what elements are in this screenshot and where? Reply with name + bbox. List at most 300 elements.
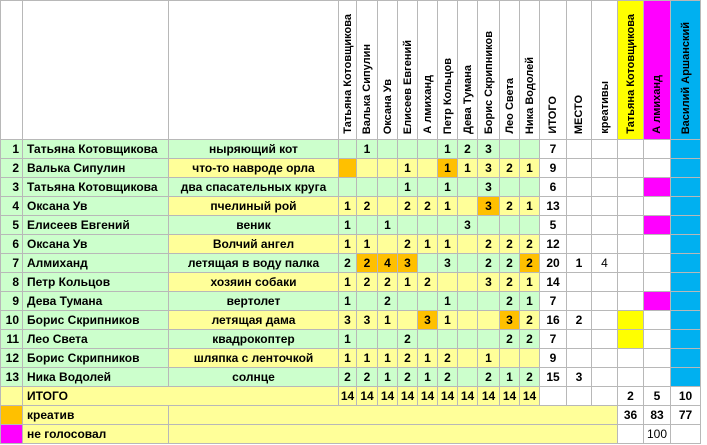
kreativy-cell[interactable] <box>592 216 618 235</box>
extra-cell[interactable] <box>671 349 701 368</box>
total-cell[interactable]: 7 <box>540 140 567 159</box>
vote-cell[interactable] <box>357 159 378 178</box>
extra-cell[interactable] <box>618 254 644 273</box>
vote-cell[interactable] <box>418 140 438 159</box>
total-cell[interactable]: 12 <box>540 235 567 254</box>
totals-cell[interactable]: 14 <box>378 387 398 406</box>
legend-extra-cell[interactable]: 83 <box>644 406 671 425</box>
header-author-cell[interactable] <box>23 1 169 140</box>
work-cell[interactable]: квадрокоптер <box>169 330 339 349</box>
vote-cell[interactable]: 2 <box>500 235 520 254</box>
extra-cell[interactable] <box>618 178 644 197</box>
juror-header-5[interactable] <box>438 1 458 140</box>
vote-cell[interactable] <box>357 216 378 235</box>
extra-cell[interactable] <box>671 197 701 216</box>
vote-cell[interactable] <box>418 216 438 235</box>
vote-cell[interactable] <box>520 140 540 159</box>
author-cell[interactable]: Татьяна Котовщикова <box>23 140 169 159</box>
extra-cell[interactable] <box>618 368 644 387</box>
place-cell[interactable] <box>567 140 592 159</box>
vote-cell[interactable]: 2 <box>500 330 520 349</box>
vote-cell[interactable]: 3 <box>357 311 378 330</box>
work-cell[interactable]: летящая в воду палка <box>169 254 339 273</box>
place-cell[interactable]: 1 <box>567 254 592 273</box>
vote-cell[interactable]: 2 <box>500 159 520 178</box>
header-extra-2[interactable] <box>671 1 701 140</box>
vote-cell[interactable] <box>418 178 438 197</box>
extra-cell[interactable] <box>671 330 701 349</box>
vote-cell[interactable]: 2 <box>398 368 418 387</box>
extra-cell[interactable] <box>644 368 671 387</box>
extra-cell[interactable] <box>618 330 644 349</box>
kreativy-cell[interactable] <box>592 140 618 159</box>
row-number[interactable]: 4 <box>1 197 23 216</box>
vote-cell[interactable]: 1 <box>418 368 438 387</box>
vote-cell[interactable] <box>378 197 398 216</box>
vote-cell[interactable]: 3 <box>478 178 500 197</box>
vote-cell[interactable]: 2 <box>500 273 520 292</box>
legend-extra-cell[interactable] <box>671 425 701 444</box>
vote-cell[interactable]: 3 <box>478 159 500 178</box>
vote-cell[interactable]: 1 <box>520 273 540 292</box>
totals-cell[interactable]: 14 <box>398 387 418 406</box>
vote-cell[interactable]: 2 <box>357 197 378 216</box>
author-cell[interactable]: Алмиханд <box>23 254 169 273</box>
totals-cell[interactable]: 14 <box>339 387 357 406</box>
vote-cell[interactable]: 1 <box>438 178 458 197</box>
vote-cell[interactable]: 1 <box>520 292 540 311</box>
kreativy-cell[interactable] <box>592 159 618 178</box>
row-number[interactable]: 1 <box>1 140 23 159</box>
header-kreativy[interactable] <box>592 1 618 140</box>
total-cell[interactable]: 7 <box>540 292 567 311</box>
extra-cell[interactable] <box>644 330 671 349</box>
vote-cell[interactable]: 1 <box>398 273 418 292</box>
vote-cell[interactable] <box>458 349 478 368</box>
extra-cell[interactable] <box>618 292 644 311</box>
kreativy-cell[interactable] <box>592 368 618 387</box>
author-cell[interactable]: Борис Скрипников <box>23 311 169 330</box>
author-cell[interactable]: Елисеев Евгений <box>23 216 169 235</box>
totals-extra-cell[interactable]: 10 <box>671 387 701 406</box>
vote-cell[interactable] <box>478 330 500 349</box>
vote-cell[interactable] <box>438 216 458 235</box>
legend-extra-cell[interactable]: 100 <box>644 425 671 444</box>
place-cell[interactable] <box>567 178 592 197</box>
author-cell[interactable]: Оксана Ув <box>23 235 169 254</box>
vote-cell[interactable]: 2 <box>520 368 540 387</box>
vote-cell[interactable]: 3 <box>339 311 357 330</box>
vote-cell[interactable] <box>520 349 540 368</box>
place-cell[interactable]: 2 <box>567 311 592 330</box>
extra-cell[interactable] <box>644 197 671 216</box>
totals-label[interactable]: ИТОГО <box>23 387 339 406</box>
extra-cell[interactable] <box>618 273 644 292</box>
extra-cell[interactable] <box>644 349 671 368</box>
row-number[interactable]: 9 <box>1 292 23 311</box>
place-cell[interactable]: 3 <box>567 368 592 387</box>
vote-cell[interactable]: 3 <box>478 140 500 159</box>
totals-empty[interactable] <box>540 387 567 406</box>
header-work-cell[interactable] <box>169 1 339 140</box>
juror-header-9[interactable] <box>520 1 540 140</box>
place-cell[interactable] <box>567 235 592 254</box>
table-row <box>1 140 701 159</box>
extra-cell[interactable] <box>644 273 671 292</box>
vote-cell[interactable]: 1 <box>458 159 478 178</box>
extra-cell[interactable] <box>671 216 701 235</box>
vote-cell[interactable] <box>478 216 500 235</box>
totals-cell[interactable]: 14 <box>500 387 520 406</box>
author-cell[interactable]: Лео Света <box>23 330 169 349</box>
vote-cell[interactable]: 2 <box>478 368 500 387</box>
header-extra-1[interactable] <box>644 1 671 140</box>
juror-header-6[interactable] <box>458 1 478 140</box>
work-cell[interactable]: пчелиный рой <box>169 197 339 216</box>
legend-spacer[interactable] <box>169 406 618 425</box>
legend-spacer[interactable] <box>169 425 618 444</box>
work-cell[interactable]: хозяин собаки <box>169 273 339 292</box>
row-number[interactable]: 2 <box>1 159 23 178</box>
legend-extra-cell[interactable]: 77 <box>671 406 701 425</box>
vote-cell[interactable]: 1 <box>339 330 357 349</box>
place-cell[interactable] <box>567 273 592 292</box>
extra-cell[interactable] <box>618 197 644 216</box>
vote-cell[interactable] <box>458 292 478 311</box>
vote-cell[interactable]: 3 <box>458 216 478 235</box>
vote-cell[interactable]: 1 <box>438 235 458 254</box>
kreativy-cell[interactable] <box>592 273 618 292</box>
juror-header-7[interactable] <box>478 1 500 140</box>
vote-cell[interactable]: 1 <box>398 178 418 197</box>
totals-cell[interactable]: 14 <box>357 387 378 406</box>
table-row <box>1 235 701 254</box>
vote-cell[interactable] <box>378 235 398 254</box>
extra-cell[interactable] <box>671 311 701 330</box>
place-cell[interactable] <box>567 159 592 178</box>
vote-cell[interactable]: 3 <box>500 311 520 330</box>
vote-cell[interactable]: 1 <box>339 197 357 216</box>
total-cell[interactable]: 16 <box>540 311 567 330</box>
extra-cell[interactable] <box>644 178 671 197</box>
row-number[interactable]: 6 <box>1 235 23 254</box>
vote-cell[interactable] <box>418 254 438 273</box>
vote-cell[interactable]: 2 <box>478 235 500 254</box>
vote-cell[interactable]: 2 <box>378 292 398 311</box>
header-itogo[interactable] <box>540 1 567 140</box>
place-cell[interactable] <box>567 216 592 235</box>
vote-cell[interactable]: 1 <box>418 235 438 254</box>
vote-cell[interactable]: 1 <box>357 235 378 254</box>
extra-cell[interactable] <box>618 235 644 254</box>
vote-cell[interactable]: 2 <box>398 235 418 254</box>
vote-cell[interactable]: 2 <box>357 368 378 387</box>
row-number[interactable]: 8 <box>1 273 23 292</box>
vote-cell[interactable]: 1 <box>378 349 398 368</box>
legend-label[interactable]: креатив <box>23 406 169 425</box>
vote-cell[interactable] <box>478 292 500 311</box>
extra-cell[interactable] <box>644 292 671 311</box>
total-cell[interactable]: 15 <box>540 368 567 387</box>
extra-cell[interactable] <box>618 311 644 330</box>
row-number[interactable]: 13 <box>1 368 23 387</box>
vote-cell[interactable] <box>458 178 478 197</box>
work-cell[interactable]: ныряющий кот <box>169 140 339 159</box>
juror-header-2[interactable] <box>378 1 398 140</box>
vote-cell[interactable] <box>357 330 378 349</box>
vote-cell[interactable]: 1 <box>438 140 458 159</box>
vote-cell[interactable]: 2 <box>378 273 398 292</box>
vote-cell[interactable] <box>398 292 418 311</box>
author-cell[interactable]: Петр Кольцов <box>23 273 169 292</box>
totals-cell[interactable]: 14 <box>478 387 500 406</box>
totals-cell[interactable]: 14 <box>458 387 478 406</box>
totals-empty[interactable] <box>567 387 592 406</box>
vote-cell[interactable] <box>520 216 540 235</box>
vote-cell[interactable]: 2 <box>520 330 540 349</box>
vote-cell[interactable]: 1 <box>520 159 540 178</box>
total-cell[interactable]: 9 <box>540 349 567 368</box>
extra-cell[interactable] <box>618 140 644 159</box>
vote-cell[interactable] <box>500 216 520 235</box>
table-row <box>1 368 701 387</box>
extra-cell[interactable] <box>671 368 701 387</box>
vote-cell[interactable]: 2 <box>398 330 418 349</box>
vote-cell[interactable] <box>378 178 398 197</box>
vote-cell[interactable] <box>438 273 458 292</box>
vote-cell[interactable]: 1 <box>500 368 520 387</box>
vote-cell[interactable] <box>418 159 438 178</box>
vote-cell[interactable]: 2 <box>339 368 357 387</box>
header-mesto[interactable] <box>567 1 592 140</box>
extra-cell[interactable] <box>671 254 701 273</box>
place-cell[interactable] <box>567 330 592 349</box>
extra-cell[interactable] <box>644 254 671 273</box>
extra-cell[interactable] <box>671 178 701 197</box>
row-number[interactable]: 7 <box>1 254 23 273</box>
vote-cell[interactable] <box>339 140 357 159</box>
work-cell[interactable]: Волчий ангел <box>169 235 339 254</box>
vote-cell[interactable] <box>458 368 478 387</box>
extra-cell[interactable] <box>671 273 701 292</box>
table-row <box>1 349 701 368</box>
totals-cell[interactable]: 14 <box>438 387 458 406</box>
vote-cell[interactable]: 1 <box>520 197 540 216</box>
total-cell[interactable]: 6 <box>540 178 567 197</box>
extra-cell[interactable] <box>644 159 671 178</box>
header-extra-0[interactable] <box>618 1 644 140</box>
total-cell[interactable]: 14 <box>540 273 567 292</box>
totals-spacer[interactable] <box>1 387 23 406</box>
vote-cell[interactable]: 2 <box>339 254 357 273</box>
totals-empty[interactable] <box>592 387 618 406</box>
vote-cell[interactable] <box>458 311 478 330</box>
juror-header-8[interactable] <box>500 1 520 140</box>
vote-cell[interactable]: 2 <box>398 197 418 216</box>
totals-extra-cell[interactable]: 5 <box>644 387 671 406</box>
author-cell[interactable]: Ника Водолей <box>23 368 169 387</box>
author-cell[interactable]: Дева Тумана <box>23 292 169 311</box>
extra-cell[interactable] <box>671 292 701 311</box>
work-cell[interactable]: солнце <box>169 368 339 387</box>
vote-cell[interactable]: 1 <box>438 292 458 311</box>
juror-header-1[interactable] <box>357 1 378 140</box>
vote-cell[interactable] <box>378 330 398 349</box>
extra-cell[interactable] <box>644 311 671 330</box>
vote-cell[interactable]: 1 <box>339 216 357 235</box>
vote-cell[interactable]: 1 <box>339 349 357 368</box>
vote-cell[interactable] <box>357 292 378 311</box>
place-cell[interactable] <box>567 349 592 368</box>
vote-cell[interactable]: 1 <box>438 159 458 178</box>
extra-cell[interactable] <box>644 216 671 235</box>
row-number[interactable]: 5 <box>1 216 23 235</box>
vote-cell[interactable]: 2 <box>438 368 458 387</box>
total-cell[interactable]: 7 <box>540 330 567 349</box>
vote-cell[interactable]: 2 <box>500 197 520 216</box>
corner-cell[interactable] <box>1 1 23 140</box>
juror-header-4[interactable] <box>418 1 438 140</box>
kreativy-cell[interactable] <box>592 330 618 349</box>
vote-cell[interactable]: 1 <box>478 349 500 368</box>
kreativy-cell[interactable] <box>592 235 618 254</box>
work-cell[interactable]: два спасательных круга <box>169 178 339 197</box>
vote-cell[interactable] <box>500 140 520 159</box>
vote-cell[interactable]: 2 <box>418 273 438 292</box>
extra-cell[interactable] <box>671 159 701 178</box>
vote-cell[interactable]: 2 <box>520 235 540 254</box>
extra-cell[interactable] <box>644 235 671 254</box>
work-cell[interactable]: летящая дама <box>169 311 339 330</box>
juror-header-5-text: Петр Кольцов <box>441 57 454 134</box>
row-number[interactable]: 3 <box>1 178 23 197</box>
kreativy-cell[interactable]: 4 <box>592 254 618 273</box>
vote-cell[interactable]: 2 <box>520 311 540 330</box>
work-cell[interactable]: веник <box>169 216 339 235</box>
work-cell[interactable]: вертолет <box>169 292 339 311</box>
vote-cell[interactable] <box>458 197 478 216</box>
vote-cell[interactable] <box>418 330 438 349</box>
vote-cell[interactable] <box>398 311 418 330</box>
vote-cell[interactable]: 1 <box>418 349 438 368</box>
vote-cell[interactable]: 1 <box>378 216 398 235</box>
vote-cell[interactable]: 1 <box>357 140 378 159</box>
vote-cell[interactable]: 3 <box>478 273 500 292</box>
vote-cell[interactable]: 3 <box>398 254 418 273</box>
vote-cell[interactable] <box>339 159 357 178</box>
author-cell[interactable]: Оксана Ув <box>23 197 169 216</box>
vote-cell[interactable]: 1 <box>398 159 418 178</box>
vote-cell[interactable] <box>418 292 438 311</box>
vote-cell[interactable] <box>378 159 398 178</box>
extra-cell[interactable] <box>618 216 644 235</box>
vote-cell[interactable]: 2 <box>520 254 540 273</box>
row-number[interactable]: 11 <box>1 330 23 349</box>
extra-cell[interactable] <box>618 159 644 178</box>
vote-cell[interactable] <box>438 330 458 349</box>
vote-cell[interactable] <box>378 140 398 159</box>
totals-cell[interactable]: 14 <box>418 387 438 406</box>
row-number[interactable]: 10 <box>1 311 23 330</box>
vote-cell[interactable]: 1 <box>438 197 458 216</box>
row-number[interactable]: 12 <box>1 349 23 368</box>
extra-cell[interactable] <box>671 235 701 254</box>
kreativy-cell[interactable] <box>592 349 618 368</box>
author-cell[interactable]: Татьяна Котовщикова <box>23 178 169 197</box>
total-cell[interactable]: 20 <box>540 254 567 273</box>
author-cell[interactable]: Борис Скрипников <box>23 349 169 368</box>
vote-cell[interactable]: 2 <box>500 292 520 311</box>
vote-cell[interactable]: 1 <box>357 349 378 368</box>
juror-header-0[interactable] <box>339 1 357 140</box>
vote-cell[interactable] <box>357 178 378 197</box>
total-cell[interactable]: 9 <box>540 159 567 178</box>
total-cell[interactable]: 13 <box>540 197 567 216</box>
vote-cell[interactable] <box>458 330 478 349</box>
vote-cell[interactable]: 2 <box>418 197 438 216</box>
kreativy-cell[interactable] <box>592 292 618 311</box>
vote-cell[interactable]: 3 <box>438 254 458 273</box>
vote-cell[interactable]: 1 <box>378 311 398 330</box>
vote-cell[interactable] <box>458 273 478 292</box>
vote-cell[interactable] <box>458 235 478 254</box>
vote-cell[interactable]: 3 <box>418 311 438 330</box>
vote-cell[interactable]: 1 <box>339 273 357 292</box>
table-row <box>1 273 701 292</box>
author-cell[interactable]: Валька Сипулин <box>23 159 169 178</box>
place-cell[interactable] <box>567 292 592 311</box>
vote-cell[interactable]: 2 <box>357 254 378 273</box>
vote-cell[interactable]: 1 <box>438 311 458 330</box>
totals-cell[interactable]: 14 <box>520 387 540 406</box>
work-cell[interactable]: шляпка с ленточкой <box>169 349 339 368</box>
vote-cell[interactable]: 2 <box>398 349 418 368</box>
vote-cell[interactable]: 2 <box>438 349 458 368</box>
vote-cell[interactable] <box>500 349 520 368</box>
vote-cell[interactable]: 4 <box>378 254 398 273</box>
kreativy-cell[interactable] <box>592 311 618 330</box>
vote-cell[interactable]: 1 <box>339 235 357 254</box>
vote-cell[interactable]: 2 <box>357 273 378 292</box>
total-cell[interactable]: 5 <box>540 216 567 235</box>
vote-cell[interactable] <box>500 178 520 197</box>
extra-cell[interactable] <box>671 140 701 159</box>
vote-cell[interactable]: 3 <box>478 197 500 216</box>
totals-extra-cell[interactable]: 2 <box>618 387 644 406</box>
extra-cell[interactable] <box>644 140 671 159</box>
extra-cell[interactable] <box>618 349 644 368</box>
legend-extra-cell[interactable]: 36 <box>618 406 644 425</box>
vote-cell[interactable] <box>478 311 500 330</box>
kreativy-cell[interactable] <box>592 178 618 197</box>
legend-extra-cell[interactable] <box>618 425 644 444</box>
vote-cell[interactable] <box>520 178 540 197</box>
vote-cell[interactable]: 2 <box>478 254 500 273</box>
vote-cell[interactable]: 2 <box>500 254 520 273</box>
legend-label[interactable]: не голосовал <box>23 425 169 444</box>
work-cell[interactable]: что-то навроде орла <box>169 159 339 178</box>
vote-cell[interactable] <box>398 216 418 235</box>
vote-cell[interactable] <box>398 140 418 159</box>
place-cell[interactable] <box>567 197 592 216</box>
juror-header-3[interactable] <box>398 1 418 140</box>
vote-cell[interactable]: 2 <box>458 140 478 159</box>
vote-cell[interactable] <box>339 178 357 197</box>
kreativy-cell[interactable] <box>592 197 618 216</box>
vote-cell[interactable]: 1 <box>378 368 398 387</box>
vote-cell[interactable] <box>458 254 478 273</box>
vote-cell[interactable]: 1 <box>339 292 357 311</box>
